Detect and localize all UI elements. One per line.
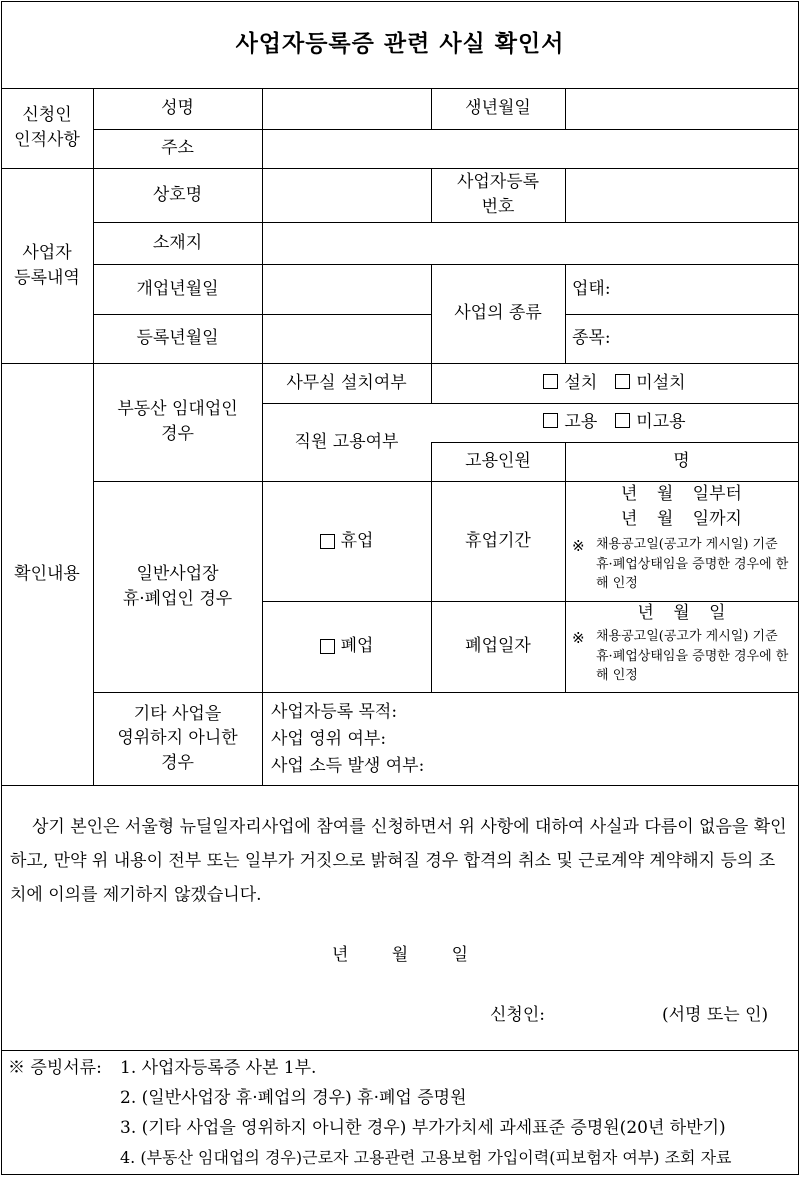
- suspend-to-field[interactable]: 년 월 일까지: [621, 509, 742, 530]
- business-item-field[interactable]: 종목:: [572, 328, 611, 349]
- name-label: 성명: [161, 98, 194, 119]
- close-checkbox[interactable]: [262, 601, 431, 692]
- registration-number-label: 사업자등록 번호: [456, 172, 540, 217]
- address-label: 주소: [161, 138, 194, 159]
- close-note: [572, 627, 794, 691]
- evidence-item-1: 1. 사업자등록증 사본 1부.: [120, 1058, 317, 1078]
- evidence-label: ※ 증빙서류:: [8, 1058, 102, 1078]
- office-setup-options: [431, 363, 798, 403]
- registration-date-label: 등록년월일: [136, 328, 219, 349]
- open-date-field[interactable]: [262, 264, 431, 314]
- office-yes-checkbox[interactable]: [543, 371, 597, 396]
- birth-date-label: 생년월일: [465, 98, 531, 119]
- birth-date-field[interactable]: [565, 88, 798, 129]
- office-yes-label: 설치: [564, 372, 598, 393]
- trade-name-label: 상호명: [152, 184, 203, 205]
- trade-name-field[interactable]: [262, 168, 431, 222]
- business-category-field[interactable]: 업태:: [572, 278, 611, 299]
- other-business-label: 기타 사업을 영위하지 아니한 경우: [117, 703, 238, 773]
- confirm-section-label: 확인내용: [14, 563, 80, 584]
- staff-count-label: 고용인원: [465, 451, 531, 472]
- close-label: 폐업: [340, 636, 374, 657]
- close-date-label: 폐업일자: [465, 636, 531, 657]
- close-date-field[interactable]: 년 월 일: [637, 602, 726, 623]
- document-title: 사업자등록증 관련 사실 확인서: [235, 30, 565, 57]
- office-no-checkbox[interactable]: [615, 371, 685, 396]
- suspend-note: [572, 535, 794, 599]
- office-no-label: 미설치: [636, 372, 686, 393]
- staff-hire-label: 직원 고용여부: [294, 431, 399, 452]
- evidence-item-4: 4. (부동산 임대업의 경우)근로자 고용관련 고용보험 가입이력(피보험자 여부) 조회 자료: [120, 1148, 732, 1167]
- checkbox-icon: [543, 413, 558, 428]
- registration-date-field[interactable]: [262, 314, 431, 363]
- staff-yes-checkbox[interactable]: [543, 410, 597, 435]
- staff-yes-label: 고용: [564, 412, 598, 433]
- business-type-label: 사업의 종류: [454, 303, 542, 324]
- general-business-label: 일반사업장 휴·폐업인 경우: [122, 563, 233, 609]
- checkbox-icon: [320, 534, 335, 549]
- applicant-section-label: 신청인 인적사항: [14, 105, 80, 150]
- address-field[interactable]: [262, 129, 798, 168]
- close-note-text: 채용공고일(공고가 게시일) 기준 휴·폐업상태임을 증명한 경우에 한해 인정: [596, 629, 789, 683]
- operating-status-field[interactable]: 사업 영위 여부:: [271, 728, 387, 749]
- open-date-label: 개업년월일: [136, 278, 219, 299]
- checkbox-icon: [615, 374, 630, 389]
- suspend-checkbox[interactable]: [262, 481, 431, 601]
- income-status-field[interactable]: 사업 소득 발생 여부:: [271, 755, 425, 776]
- office-setup-label: 사무실 설치여부: [286, 372, 407, 393]
- suspend-label: 휴업: [340, 530, 374, 551]
- location-label: 소재지: [152, 232, 203, 253]
- note-mark: ※: [572, 629, 585, 647]
- note-mark: ※: [572, 537, 585, 555]
- registration-purpose-field[interactable]: 사업자등록 목적:: [271, 701, 398, 722]
- staff-no-checkbox[interactable]: [615, 410, 685, 435]
- evidence-item-3: 3. (기타 사업을 영위하지 아니한 경우) 부가가치세 과세표준 증명원(20년 하반기): [120, 1118, 726, 1138]
- registration-number-field[interactable]: [565, 168, 798, 222]
- statement-text: 상기 본인은 서울형 뉴딜일자리사업에 참여를 신청하면서 위 사항에 대하여 사실과 다름이 없음을 확인하고, 만약 위 내용이 전부 또는 일부가 거짓으로 밝혀질 경우 합격의 취소 및 근로계약 계약해지 등의 조치에 이의를 제기하지 않겠습니다.: [10, 817, 787, 905]
- staff-hire-options: [431, 403, 798, 442]
- business-section-label: 사업자 등록내역: [14, 242, 80, 288]
- suspend-from-field[interactable]: 년 월 일부터: [621, 484, 742, 505]
- checkbox-icon: [543, 374, 558, 389]
- date-line[interactable]: 년 월 일: [331, 944, 469, 965]
- staff-no-label: 미고용: [636, 412, 686, 433]
- signature-label: 신청인:: [490, 1004, 545, 1025]
- name-field[interactable]: [262, 88, 431, 129]
- signature-note[interactable]: (서명 또는 인): [662, 1004, 769, 1025]
- staff-count-field[interactable]: 명: [673, 451, 690, 472]
- suspend-note-text: 채용공고일(공고가 게시일) 기준 휴·폐업상태임을 증명한 경우에 한해 인정: [596, 537, 789, 591]
- checkbox-icon: [320, 639, 335, 654]
- real-estate-label: 부동산 임대업인 경우: [117, 399, 238, 444]
- evidence-item-2: 2. (일반사업장 휴·폐업의 경우) 휴·폐업 증명원: [120, 1088, 467, 1108]
- location-field[interactable]: [262, 222, 798, 264]
- checkbox-icon: [615, 413, 630, 428]
- suspend-period-label: 휴업기간: [465, 530, 531, 551]
